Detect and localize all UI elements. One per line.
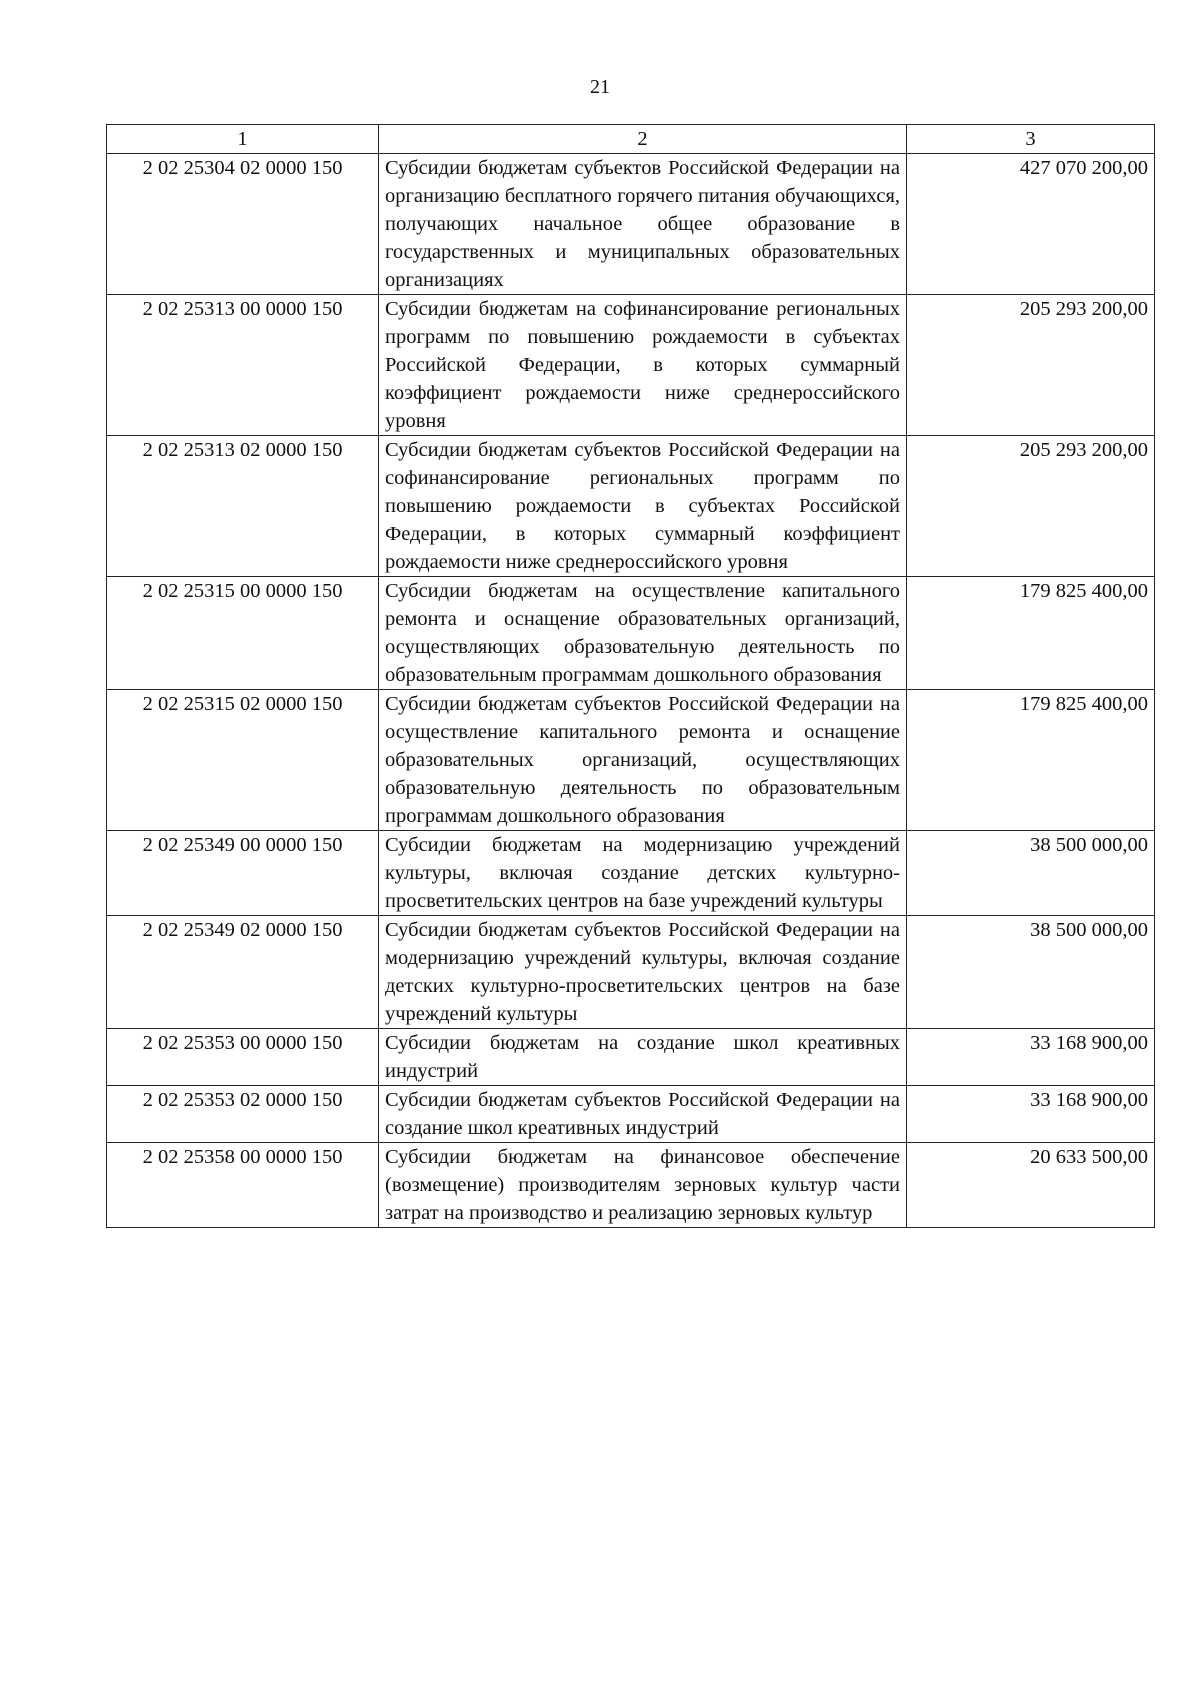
budget-description: Субсидии бюджетам субъектов Российской Федерации на модернизацию учреждений культуры, включая создание детских культурно-просветительских центров на базе учреждений культуры <box>379 916 907 1029</box>
table-row <box>107 1143 1155 1228</box>
table-body <box>107 154 1155 1228</box>
budget-amount: 33 168 900,00 <box>907 1086 1155 1143</box>
budget-code: 2 02 25313 00 0000 150 <box>107 295 379 436</box>
budget-description: Субсидии бюджетам субъектов Российской Федерации на осуществление капитального ремонта и оснащение образовательных организаций, осуществляющих образовательную деятельность по образовательным программам дошкольного образования <box>379 690 907 831</box>
table-row <box>107 690 1155 831</box>
budget-amount: 38 500 000,00 <box>907 831 1155 916</box>
table-row <box>107 1029 1155 1086</box>
budget-amount: 38 500 000,00 <box>907 916 1155 1029</box>
header-row <box>107 125 1155 154</box>
budget-description: Субсидии бюджетам на софинансирование региональных программ по повышению рождаемости в субъектах Российской Федерации, в которых суммарный коэффициент рождаемости ниже среднероссийского уровня <box>379 295 907 436</box>
table-row <box>107 831 1155 916</box>
table-row <box>107 916 1155 1029</box>
budget-description: Субсидии бюджетам на модернизацию учреждений культуры, включая создание детских культурно-просветительских центров на базе учреждений культуры <box>379 831 907 916</box>
budget-code: 2 02 25315 02 0000 150 <box>107 690 379 831</box>
budget-description: Субсидии бюджетам субъектов Российской Федерации на софинансирование региональных программ по повышению рождаемости в субъектах Российской Федерации, в которых суммарный коэффициент рождаемости ниже среднероссийского уровня <box>379 436 907 577</box>
column-header-2: 2 <box>379 125 907 154</box>
budget-code: 2 02 25304 02 0000 150 <box>107 154 379 295</box>
budget-code: 2 02 25353 02 0000 150 <box>107 1086 379 1143</box>
budget-amount: 427 070 200,00 <box>907 154 1155 295</box>
budget-code: 2 02 25358 00 0000 150 <box>107 1143 379 1228</box>
budget-code: 2 02 25353 00 0000 150 <box>107 1029 379 1086</box>
page-number: 21 <box>590 76 610 98</box>
budget-description: Субсидии бюджетам на финансовое обеспечение (возмещение) производителям зерновых культур части затрат на производство и реализацию зерновых культур <box>379 1143 907 1228</box>
budget-code: 2 02 25349 00 0000 150 <box>107 831 379 916</box>
budget-description: Субсидии бюджетам субъектов Российской Федерации на создание школ креативных индустрий <box>379 1086 907 1143</box>
budget-amount: 205 293 200,00 <box>907 295 1155 436</box>
table-row <box>107 154 1155 295</box>
budget-amount: 179 825 400,00 <box>907 690 1155 831</box>
table-header <box>107 125 1155 154</box>
budget-description: Субсидии бюджетам на осуществление капитального ремонта и оснащение образовательных организаций, осуществляющих образовательную деятельность по образовательным программам дошкольного образования <box>379 577 907 690</box>
budget-amount: 20 633 500,00 <box>907 1143 1155 1228</box>
table-row <box>107 436 1155 577</box>
budget-description: Субсидии бюджетам субъектов Российской Федерации на организацию бесплатного горячего питания обучающихся, получающих начальное общее образование в государственных и муниципальных образовательных организациях <box>379 154 907 295</box>
table-row <box>107 1086 1155 1143</box>
column-header-3: 3 <box>907 125 1155 154</box>
budget-amount: 33 168 900,00 <box>907 1029 1155 1086</box>
budget-amount: 179 825 400,00 <box>907 577 1155 690</box>
budget-amount: 205 293 200,00 <box>907 436 1155 577</box>
table-row <box>107 577 1155 690</box>
budget-code: 2 02 25315 00 0000 150 <box>107 577 379 690</box>
budget-table <box>106 124 1155 1228</box>
budget-description: Субсидии бюджетам на создание школ креативных индустрий <box>379 1029 907 1086</box>
column-header-1: 1 <box>107 125 379 154</box>
budget-code: 2 02 25313 02 0000 150 <box>107 436 379 577</box>
budget-code: 2 02 25349 02 0000 150 <box>107 916 379 1029</box>
table-row <box>107 295 1155 436</box>
